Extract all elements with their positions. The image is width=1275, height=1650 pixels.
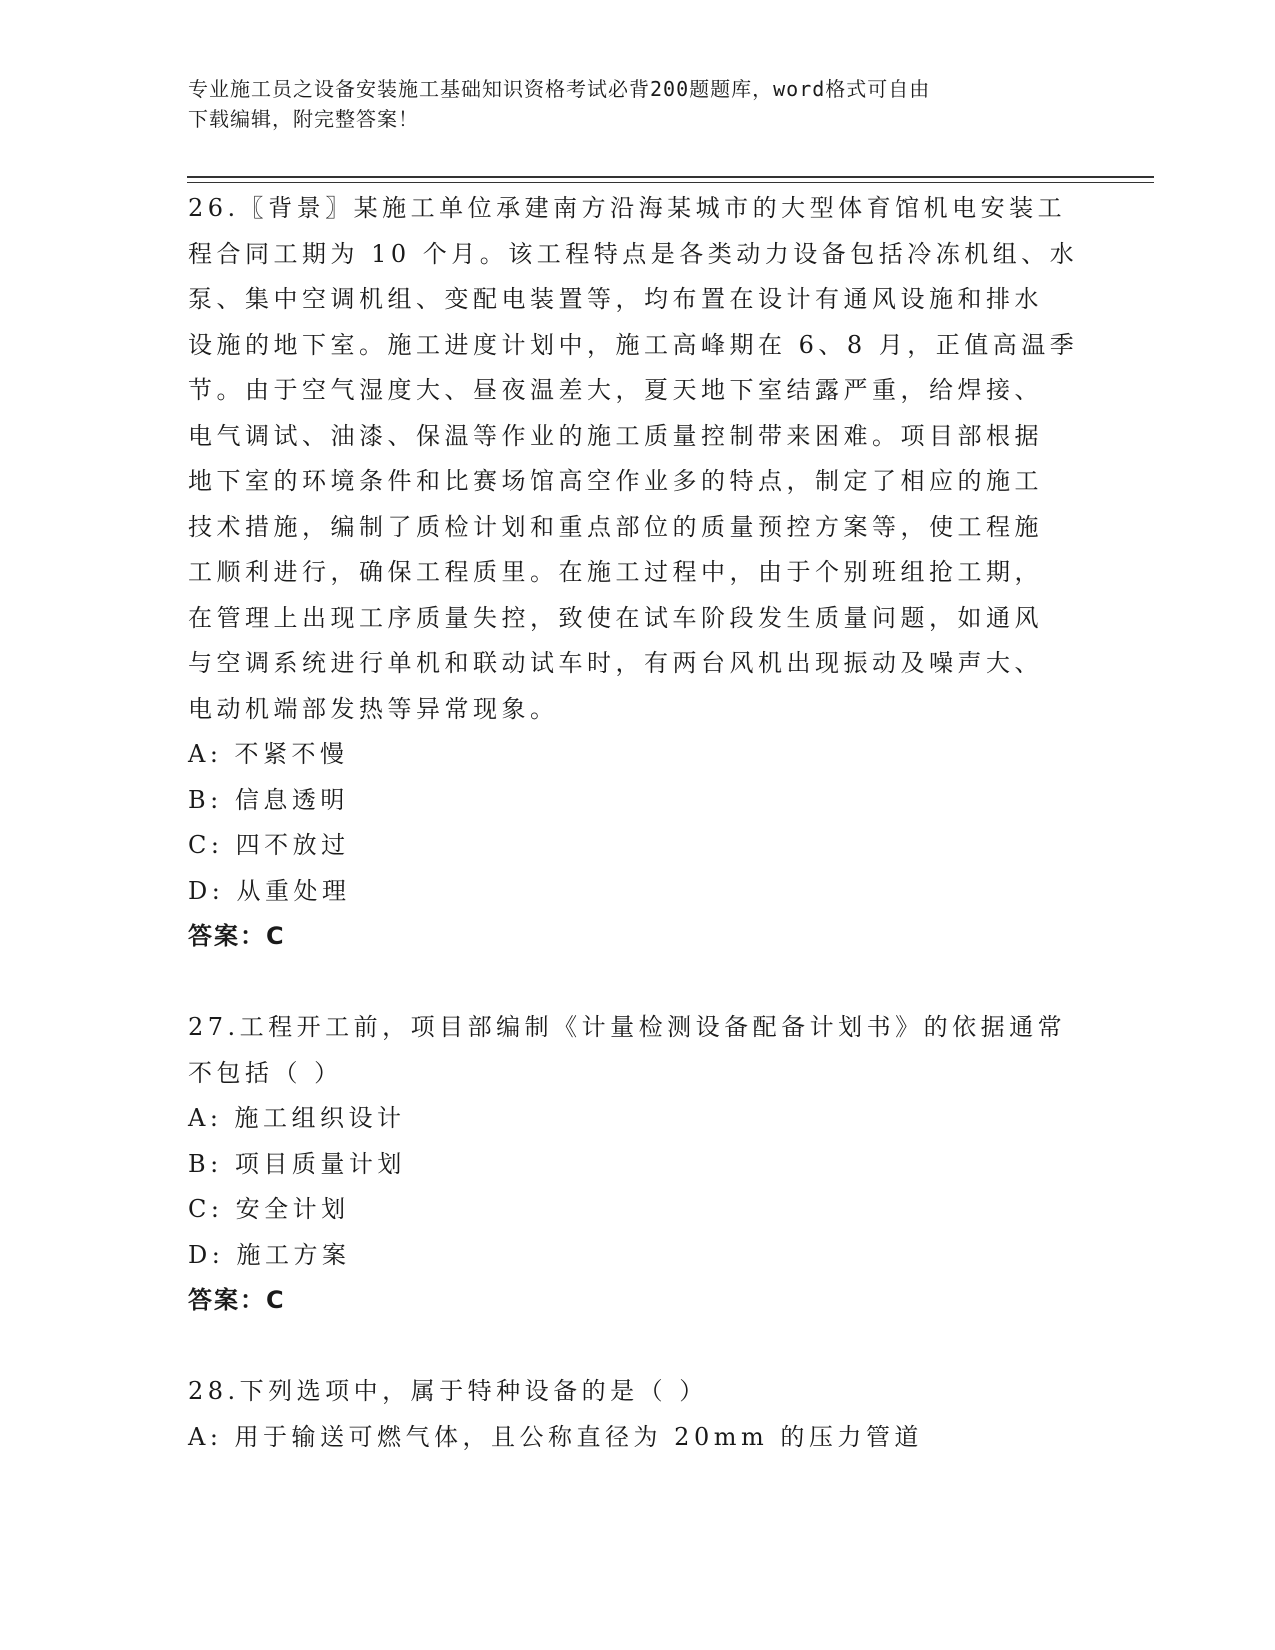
question-line: 在管理上出现工序质量失控，致使在试车阶段发生质量问题，如通风 <box>188 603 1043 632</box>
header-line-2: 下载编辑，附完整答案！ <box>188 107 419 131</box>
option-a: A: 施工组织设计 <box>188 1104 406 1132</box>
option-b: B: 项目质量计划 <box>188 1149 406 1178</box>
header-line-1: 专业施工员之设备安装施工基础知识资格考试必背200题题库，word格式可自由 <box>188 77 931 101</box>
question-line: 程合同工期为 10 个月。该工程特点是各类动力设备包括冷冻机组、水 <box>188 239 1079 268</box>
question-spacer <box>188 960 1088 1006</box>
option-c: C: 安全计划 <box>188 1195 350 1223</box>
question-block <box>188 186 1088 960</box>
question-line: 节。由于空气湿度大、昼夜温差大，夏天地下室结露严重，给焊接、 <box>188 376 1043 404</box>
option-d: D: 从重处理 <box>188 876 351 905</box>
question-line: 电气调试、油漆、保温等作业的施工质量控制带来困难。项目部根据 <box>188 421 1043 450</box>
question-line: 26.〖背景〗某施工单位承建南方沿海某城市的大型体育馆机电安装工 <box>188 194 1067 222</box>
option-d: D: 施工方案 <box>188 1240 351 1269</box>
header-divider-bottom <box>187 182 1154 183</box>
option-a: A: 用于输送可燃气体，且公称直径为 20mm 的压力管道 <box>188 1422 923 1451</box>
question-line: 28.下列选项中，属于特种设备的是（ ） <box>188 1377 708 1405</box>
question-line: 不包括（ ） <box>188 1058 343 1087</box>
header-divider-top <box>187 176 1154 178</box>
question-block <box>188 1005 1088 1324</box>
question-line: 27.工程开工前，项目部编制《计量检测设备配备计划书》的依据通常 <box>188 1013 1067 1041</box>
question-line: 与空调系统进行单机和联动试车时，有两台风机出现振动及噪声大、 <box>188 649 1043 677</box>
question-line: 工顺利进行，确保工程质里。在施工过程中，由于个别班组抢工期， <box>188 558 1043 586</box>
question-block <box>188 1369 1088 1460</box>
question-spacer <box>188 1324 1088 1370</box>
question-line: 泵、集中空调机组、变配电装置等，均布置在设计有通风设施和排水 <box>188 285 1043 313</box>
document-header <box>188 74 1068 134</box>
option-a: A: 不紧不慢 <box>188 740 349 768</box>
answer-line: 答案：C <box>188 922 286 950</box>
question-line: 电动机端部发热等异常现象。 <box>188 694 559 723</box>
question-line: 设施的地下室。施工进度计划中，施工高峰期在 6、8 月，正值高温季 <box>188 330 1079 359</box>
option-c: C: 四不放过 <box>188 831 350 859</box>
question-list <box>188 186 1088 1460</box>
question-line: 地下室的环境条件和比赛场馆高空作业多的特点，制定了相应的施工 <box>188 467 1043 495</box>
question-line: 技术措施，编制了质检计划和重点部位的质量预控方案等，使工程施 <box>188 512 1043 541</box>
answer-line: 答案：C <box>188 1286 286 1314</box>
option-b: B: 信息透明 <box>188 785 349 814</box>
